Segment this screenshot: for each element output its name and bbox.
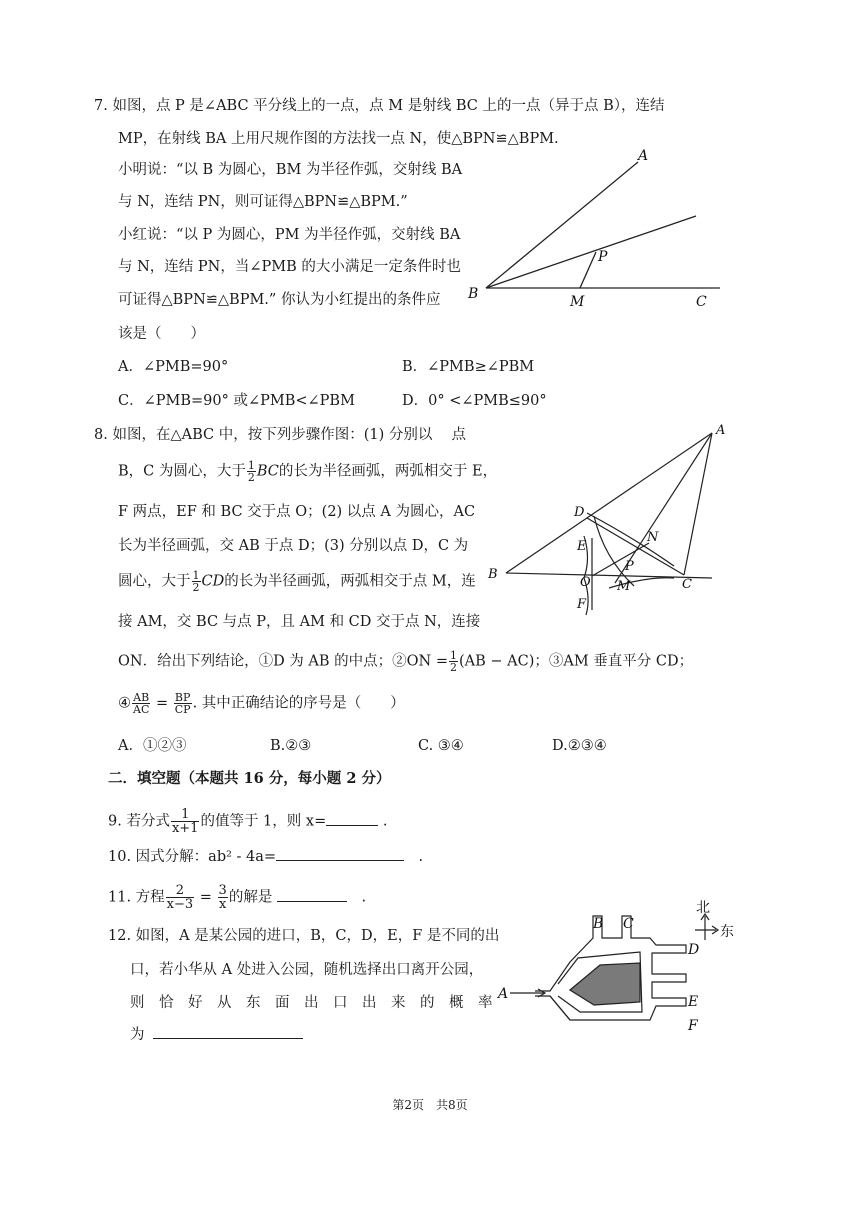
q8-fig-label-d: D — [574, 505, 585, 520]
q7-option-d: D．0° <∠PMB≤90° — [402, 393, 547, 409]
q8-option-a: A．①②③ — [118, 738, 187, 754]
q7-fig-label-a: A — [638, 148, 649, 164]
q7-line5: 小红说：“以 P 为圆心，PM 为半径作弧，交射线 BA — [118, 227, 461, 243]
q7-option-b: B．∠PMB≥∠PBM — [402, 359, 535, 375]
q7-line4: 与 N，连结 PN，则可证得△BPN≌△BPM.” — [118, 194, 408, 210]
q8-line2a: B，C 为圆心，大于 — [118, 463, 246, 480]
q8-line5 — [118, 570, 476, 593]
q8-fig-label-m: M — [617, 579, 631, 594]
q9-end: . — [382, 813, 388, 830]
q12-line4 — [130, 1024, 303, 1045]
q11-pre: 11. 方程 — [108, 889, 165, 906]
q11-equals: = — [195, 889, 217, 906]
q8-line2b: BC — [256, 463, 279, 480]
q8-line1: 8. 如图，在△ABC 中，按下列步骤作图：(1) 分别以 点 — [94, 427, 466, 443]
q7-option-c: C．∠PMB=90° 或∠PMB<∠PBM — [118, 393, 355, 409]
q8-circled-4: ④ — [118, 695, 131, 712]
q11-fraction-left: $\frac{2}{x-3}$ — [166, 883, 194, 912]
q12-fig-label-a: A — [498, 986, 509, 1002]
q8-line7a: ON．给出下列结论，①D 为 AB 的中点；②ON = — [118, 653, 448, 670]
q11-end: . — [361, 889, 367, 906]
q7-line6: 与 N，连结 PN，当∠PMB 的大小满足一定条件时也 — [118, 259, 461, 275]
q8-line8 — [118, 692, 405, 715]
q8-line2 — [118, 460, 497, 483]
q8-line3: F 两点，EF 和 BC 交于点 O；(2) 以点 A 为圆心，AC — [118, 504, 476, 520]
q12-park-figure — [490, 892, 750, 1052]
q8-fig-label-b: B — [488, 567, 498, 582]
q8-figure — [484, 418, 734, 628]
q12-fig-label-d: D — [688, 942, 700, 958]
park-area — [570, 963, 640, 1005]
q7-line1: 7. 如图，点 P 是∠ABC 平分线上的一点，点 M 是射线 BC 上的一点（异于点 B），连结 — [94, 98, 665, 114]
q12-line4-text: 为 — [130, 1027, 145, 1043]
q12-fig-label-f: F — [688, 1018, 698, 1034]
q11-post: 的解是 — [228, 889, 273, 906]
q12-line2: 口，若小华从 A 处进入公园，随机选择出口离开公园， — [130, 962, 484, 978]
q8-fig-label-a: A — [716, 423, 726, 438]
q8-line5b: CD — [201, 573, 225, 590]
q11-fraction-right: $\frac{3}{x}$ — [218, 883, 227, 912]
q12-line1: 12. 如图，A 是某公园的进口，B，C，D，E，F 是不同的出 — [108, 928, 500, 944]
q7-line8: 该是（ ） — [118, 326, 205, 342]
q8-line7 — [118, 650, 693, 673]
q12-answer-blank[interactable] — [153, 1024, 303, 1039]
q9-fraction: $\frac{1}{x+1}$ — [171, 807, 199, 836]
q9-answer-blank[interactable] — [326, 811, 378, 826]
q8-line6: 接 AM，交 BC 与点 P，且 AM 和 CD 交于点 N，连接 — [118, 614, 481, 630]
q10-end: . — [418, 849, 424, 865]
q12-fig-label-b: B — [593, 916, 604, 932]
q7-fig-label-b: B — [468, 286, 479, 302]
section-2-heading: 二．填空题（本题共 16 分，每小题 2 分） — [108, 770, 391, 787]
q8-line2c: 的长为半径画弧，两弧相交于 E， — [278, 463, 498, 480]
q8-line5a: 圆心，大于 — [118, 573, 191, 590]
q7-figure — [460, 140, 720, 315]
q8-fig-label-o: O — [580, 575, 591, 590]
q8-option-d: D.②③④ — [552, 738, 607, 754]
q8-ratio-bp-cp: $\frac{BP}{CP}$ — [174, 691, 191, 716]
q8-line7b: (AB − AC)；③AM 垂直平分 CD； — [459, 653, 694, 670]
q8-fig-label-f: F — [577, 597, 587, 612]
q7-line3: 小明说：“以 B 为圆心，BM 为半径作弧，交射线 BA — [118, 162, 463, 178]
q8-option-b: B.②③ — [270, 738, 312, 754]
q8-half-fraction-2: $\frac{1}{2}$ — [192, 569, 200, 594]
q8-option-c: C. ③④ — [418, 738, 464, 754]
q10 — [108, 846, 423, 867]
q12-fig-label-east: 东 — [720, 924, 734, 940]
q12-fig-label-north: 北 — [696, 900, 710, 916]
q7-fig-label-c: C — [696, 294, 707, 310]
q8-fig-label-e: E — [577, 539, 587, 554]
q9-pre: 9. 若分式 — [108, 813, 170, 830]
q9 — [108, 808, 387, 835]
q8-line8-text: . 其中正确结论的序号是（ ） — [192, 695, 405, 712]
q7-fig-label-m: M — [570, 294, 585, 310]
q8-ratio-ab-ac: $\frac{AB}{AC}$ — [133, 691, 150, 716]
q7-line2: MP，在射线 BA 上用尺规作图的方法找一点 N，使△BPN≌△BPM. — [118, 131, 559, 147]
q12-fig-label-e: E — [688, 994, 699, 1010]
q12-fig-label-c: C — [623, 916, 634, 932]
q12-line3: 则 恰 好 从 东 面 出 口 出 来 的 概 率 — [130, 995, 493, 1011]
q8-fig-label-n: N — [647, 530, 659, 545]
page-footer: 第2页 共8页 — [392, 1098, 468, 1112]
q8-line4: 长为半径画弧，交 AB 于点 D；(3) 分别以点 D，C 为 — [118, 538, 469, 554]
q7-option-a: A．∠PMB=90° — [118, 359, 229, 375]
q8-equals: = — [151, 695, 173, 712]
q9-post: 的值等于 1，则 x= — [200, 813, 327, 830]
q11 — [108, 884, 366, 911]
q8-fig-label-p: P — [625, 559, 634, 574]
q8-fig-label-c: C — [682, 577, 692, 592]
q7-fig-label-p: P — [598, 249, 608, 265]
q8-half-fraction-3: $\frac{1}{2}$ — [450, 649, 457, 674]
q10-answer-blank[interactable] — [276, 846, 404, 861]
north-east-compass-icon — [695, 914, 718, 940]
q8-line5c: 的长为半径画弧，两弧相交于点 M，连 — [224, 573, 476, 590]
q11-answer-blank[interactable] — [277, 887, 347, 902]
q10-pre: 10. 因式分解：ab² - 4a= — [108, 849, 277, 865]
q8-half-fraction: $\frac{1}{2}$ — [247, 459, 255, 484]
q7-line7: 可证得△BPN≌△BPM.” 你认为小红提出的条件应 — [118, 292, 441, 308]
